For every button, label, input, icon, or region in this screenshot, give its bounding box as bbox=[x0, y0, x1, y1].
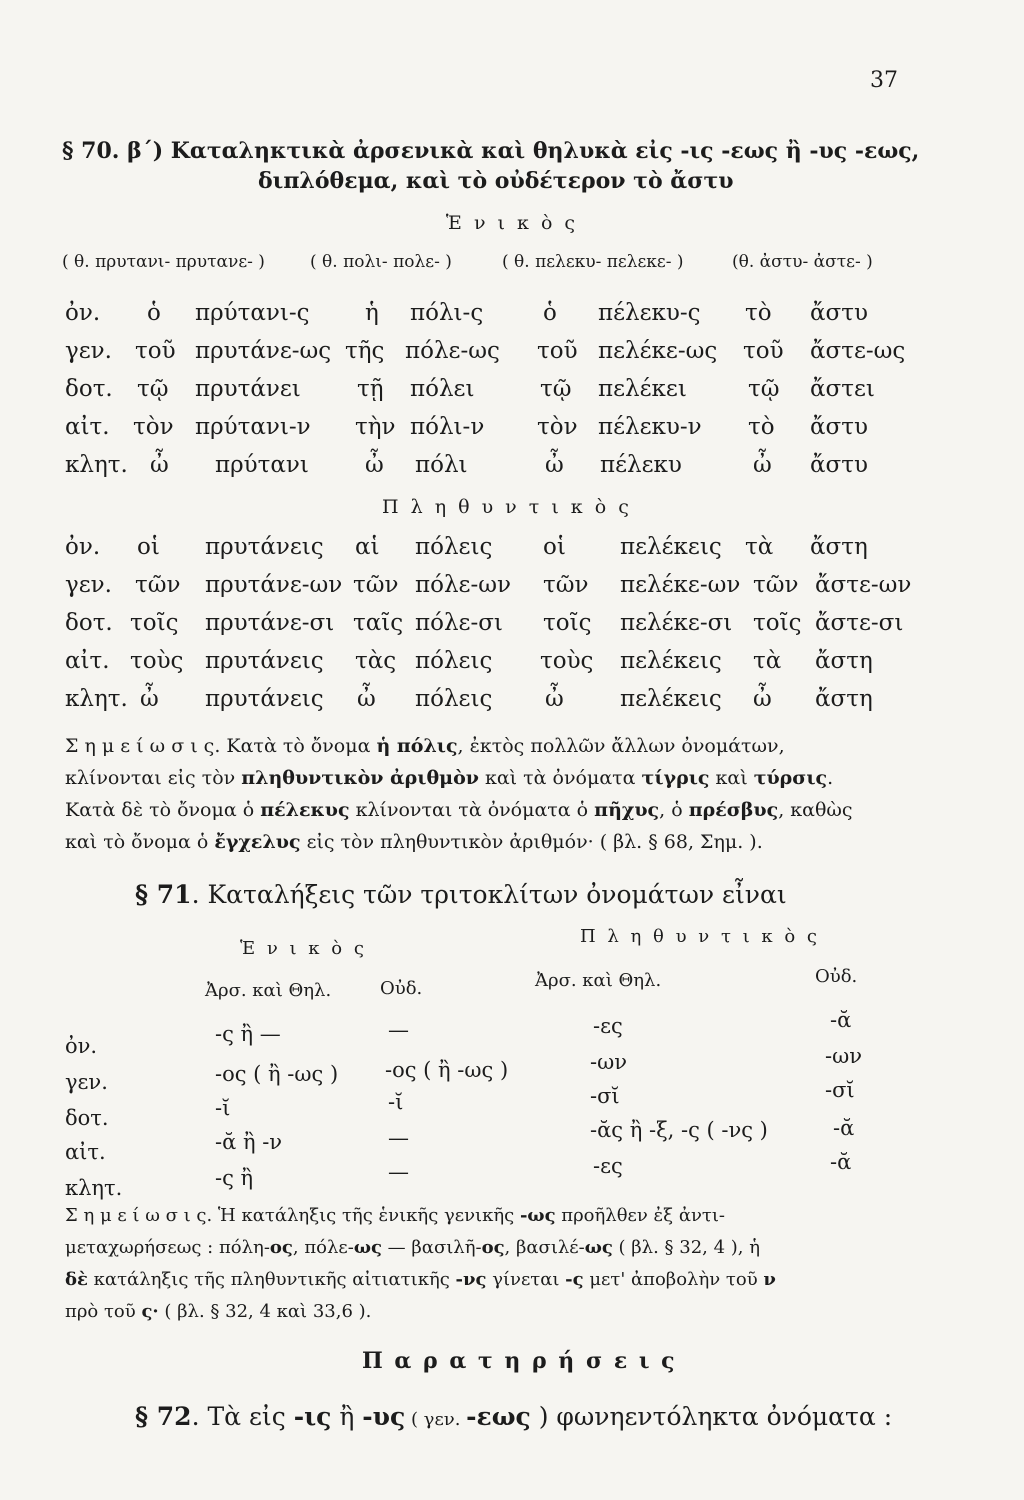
word-polis: πόλι-ν bbox=[410, 414, 485, 440]
word-polis: πόλι bbox=[415, 452, 468, 478]
note-emph: τίγρις bbox=[641, 767, 710, 789]
ending: -ς ἢ — bbox=[215, 1022, 281, 1046]
article: τὰς bbox=[355, 648, 397, 674]
note-text: κατάληξις τῆς πληθυντικῆς αἰτιατικῆς bbox=[87, 1269, 456, 1290]
ending: -ᾰς ἢ -ξ, -ς ( -νς ) bbox=[590, 1118, 768, 1142]
note-emph: ς· bbox=[141, 1301, 159, 1322]
article: ταῖς bbox=[353, 610, 404, 636]
article: ὁ bbox=[147, 300, 161, 326]
ending: -ος ( ἢ -ως ) bbox=[385, 1058, 509, 1082]
section-71-heading bbox=[135, 880, 787, 909]
article: ὦ bbox=[365, 452, 384, 478]
ending: — bbox=[388, 1160, 409, 1184]
word-prytanis: πρυτάνεις bbox=[205, 648, 324, 674]
article: τῆς bbox=[345, 338, 385, 364]
note-text: καὶ τὸ ὄνομα ὁ bbox=[65, 831, 215, 853]
page-number: 37 bbox=[870, 68, 898, 93]
header-neuter: Οὐδ. bbox=[380, 978, 423, 999]
word-asty: ἄστυ bbox=[810, 300, 868, 326]
article: τὸν bbox=[537, 414, 578, 440]
article: τοῖς bbox=[543, 610, 592, 636]
word-pelekys: πελέκε-ως bbox=[598, 338, 718, 364]
case-label: κλητ. bbox=[65, 686, 128, 712]
word-polis: πόλε-ων bbox=[415, 572, 511, 598]
header-masc-fem: Ἀρσ. καὶ Θηλ. bbox=[535, 970, 662, 991]
note-emph: πέλεκυς bbox=[260, 799, 350, 821]
note-emph: ἡ πόλις bbox=[376, 735, 458, 757]
note-text: μεταχωρήσεως : πόλη- bbox=[65, 1237, 270, 1258]
article: τοῖς bbox=[753, 610, 802, 636]
ending: -ς ἢ bbox=[215, 1166, 254, 1190]
stem-asty: (θ. ἀστυ- ἀστε- ) bbox=[732, 252, 873, 272]
article: τῇ bbox=[357, 376, 384, 402]
note-text: Σ η μ ε ί ω σ ι ς. Κατὰ τὸ ὄνομα bbox=[65, 735, 377, 757]
ending: -ᾰ bbox=[833, 1116, 855, 1140]
heading-emph: -ις bbox=[293, 1402, 332, 1431]
article: τῶν bbox=[353, 572, 399, 598]
article: ὦ bbox=[357, 686, 376, 712]
word-prytanis: πρύτανι-ς bbox=[195, 300, 310, 326]
section-70-note bbox=[65, 730, 945, 858]
article: τὸ bbox=[745, 300, 772, 326]
word-prytanis: πρυτάνε-ων bbox=[205, 572, 343, 598]
word-pelekys: πελέκε-σι bbox=[620, 610, 733, 636]
word-prytanis: πρύτανι bbox=[215, 452, 309, 478]
word-prytanis: πρυτάνεις bbox=[205, 534, 324, 560]
word-polis: πόλε-σι bbox=[415, 610, 503, 636]
note-emph: πῆχυς bbox=[594, 799, 660, 821]
case-label: ὀν. bbox=[65, 1034, 98, 1058]
note-emph: πληθυντικὸν ἀριθμὸν bbox=[241, 767, 479, 789]
word-prytanis: πρυτάνε-σι bbox=[205, 610, 335, 636]
heading-text: ( γεν. bbox=[405, 1409, 467, 1430]
article: τῷ bbox=[137, 376, 169, 402]
heading-text: ) φωνηεντόληκτα ὀνόματα : bbox=[530, 1402, 893, 1431]
note-emph: τύρσις bbox=[753, 767, 828, 789]
ending: -ῐ bbox=[388, 1090, 404, 1114]
note-emph: δὲ bbox=[65, 1269, 88, 1290]
case-label: γεν. bbox=[65, 572, 112, 598]
ending: -ες bbox=[593, 1154, 623, 1178]
article: τὸν bbox=[133, 414, 174, 440]
article: τῷ bbox=[540, 376, 572, 402]
ending: -ων bbox=[825, 1044, 862, 1068]
note-text: μετ' ἀποβολὴν τοῦ bbox=[583, 1269, 764, 1290]
word-pelekys: πελέκε-ων bbox=[620, 572, 741, 598]
heading-text: ἢ bbox=[331, 1402, 363, 1431]
ending: -ες bbox=[593, 1014, 623, 1038]
heading-text: . Τὰ εἰς bbox=[191, 1402, 294, 1431]
note-text: , πόλε- bbox=[292, 1237, 354, 1258]
article: τοῦ bbox=[743, 338, 784, 364]
article: τὰ bbox=[753, 648, 782, 674]
article: ὦ bbox=[150, 452, 169, 478]
case-label: δοτ. bbox=[65, 376, 113, 402]
word-asty: ἄστε-σι bbox=[815, 610, 904, 636]
word-asty: ἄστη bbox=[815, 686, 873, 712]
article: ἡ bbox=[365, 300, 379, 326]
note-emph: -ς bbox=[565, 1269, 584, 1290]
plural-label: Π λ η θ υ ν τ ι κ ὸ ς bbox=[382, 496, 632, 518]
word-polis: πόλι-ς bbox=[410, 300, 484, 326]
word-asty: ἄστυ bbox=[810, 414, 868, 440]
note-text: καὶ τὰ ὀνόματα bbox=[478, 767, 642, 789]
note-text: καὶ bbox=[709, 767, 754, 789]
ending: -ων bbox=[590, 1050, 627, 1074]
word-prytanis: πρύτανι-ν bbox=[195, 414, 311, 440]
note-text: προῆλθεν ἐξ ἀντι- bbox=[555, 1205, 726, 1226]
word-pelekys: πελέκεις bbox=[620, 648, 722, 674]
article: τῶν bbox=[543, 572, 589, 598]
note-emph: ος bbox=[269, 1237, 293, 1258]
section-72-number: § 72 bbox=[135, 1402, 192, 1431]
stem-polis: ( θ. πολι- πολε- ) bbox=[310, 252, 452, 272]
note-text: , καθὼς bbox=[778, 799, 853, 821]
word-pelekys: πέλεκυ-ς bbox=[598, 300, 701, 326]
heading-emph: -εως bbox=[466, 1402, 531, 1431]
article: ὦ bbox=[753, 686, 772, 712]
header-masc-fem: Ἀρσ. καὶ Θηλ. bbox=[205, 980, 332, 1001]
note-emph: ν bbox=[763, 1269, 776, 1290]
case-label: ὀν. bbox=[65, 534, 101, 560]
case-label: αἰτ. bbox=[65, 648, 110, 674]
ending: -ῐ bbox=[215, 1096, 231, 1120]
note-text: πρὸ τοῦ bbox=[65, 1301, 142, 1322]
article: ὦ bbox=[753, 452, 772, 478]
word-pelekys: πέλεκυ-ν bbox=[598, 414, 702, 440]
stem-pelekys: ( θ. πελεκυ- πελεκε- ) bbox=[502, 252, 684, 272]
section-70-title-line1: § 70. β΄) Καταληκτικὰ ἀρσενικὰ καὶ θηλυκὰ εἰς -ις -εως ἢ -υς -εως, bbox=[62, 138, 920, 164]
section-71-number: § 71 bbox=[135, 880, 192, 909]
note-text: ( βλ. § 32, 4 καὶ 33,6 ). bbox=[158, 1301, 372, 1322]
case-label: κλητ. bbox=[65, 452, 128, 478]
article: τοῦ bbox=[135, 338, 176, 364]
article: τοὺς bbox=[130, 648, 184, 674]
note-text: κλίνονται τὰ ὀνόματα ὁ bbox=[349, 799, 595, 821]
word-polis: πόλεις bbox=[415, 686, 493, 712]
word-pelekys: πελέκει bbox=[598, 376, 687, 402]
article: τὴν bbox=[355, 414, 396, 440]
article: τοῖς bbox=[130, 610, 179, 636]
note-text: ( βλ. § 32, 4 ), ἡ bbox=[612, 1237, 761, 1258]
ending: -σῐ bbox=[825, 1078, 855, 1102]
article: τῷ bbox=[748, 376, 780, 402]
word-asty: ἄστε-ων bbox=[815, 572, 912, 598]
note-emph: πρέσβυς bbox=[688, 799, 779, 821]
article: τὸ bbox=[748, 414, 775, 440]
endings-plural-label: Π λ η θ υ ν τ ι κ ὸ ς bbox=[580, 926, 821, 947]
stem-prytanis: ( θ. πρυτανι- πρυτανε- ) bbox=[62, 252, 265, 272]
header-neuter: Οὐδ. bbox=[815, 966, 858, 987]
note-text: κλίνονται εἰς τὸν bbox=[65, 767, 242, 789]
word-polis: πόλε-ως bbox=[405, 338, 500, 364]
section-71-title: . Καταλήξεις τῶν τριτοκλίτων ὀνομάτων εἶναι bbox=[191, 880, 787, 909]
case-label: δοτ. bbox=[65, 1106, 109, 1130]
note-text: Σ η μ ε ί ω σ ι ς. Ἡ κατάληξις τῆς ἑνικῆς γενικῆς bbox=[65, 1205, 520, 1226]
case-label: γεν. bbox=[65, 1070, 108, 1094]
ending: -σῐ bbox=[590, 1084, 620, 1108]
case-label: ὀν. bbox=[65, 300, 101, 326]
note-emph: ἔγχελυς bbox=[214, 831, 301, 853]
singular-label: Ἑ ν ι κ ὸ ς bbox=[445, 212, 579, 234]
article: ὦ bbox=[545, 452, 564, 478]
note-text: εἰς τὸν πληθυντικὸν ἀριθμόν· ( βλ. § 68, Σημ. ). bbox=[300, 831, 763, 853]
ending: -ος ( ἢ -ως ) bbox=[215, 1062, 339, 1086]
word-polis: πόλεις bbox=[415, 648, 493, 674]
word-asty: ἄστη bbox=[815, 648, 873, 674]
word-prytanis: πρυτάνεις bbox=[205, 686, 324, 712]
article: τοῦ bbox=[537, 338, 578, 364]
note-emph: -ως bbox=[519, 1205, 556, 1226]
article: τῶν bbox=[135, 572, 181, 598]
note-text: . bbox=[827, 767, 834, 789]
note-text: Κατὰ δὲ τὸ ὄνομα ὁ bbox=[65, 799, 261, 821]
article: τοὺς bbox=[540, 648, 594, 674]
article: οἱ bbox=[137, 534, 160, 560]
section-71-note bbox=[65, 1200, 965, 1328]
word-asty: ἄστει bbox=[810, 376, 875, 402]
case-label: γεν. bbox=[65, 338, 112, 364]
note-emph: ως bbox=[353, 1237, 382, 1258]
note-text: γίνεται bbox=[486, 1269, 566, 1290]
word-asty: ἄστε-ως bbox=[810, 338, 906, 364]
note-text: — βασιλῆ- bbox=[381, 1237, 482, 1258]
case-label: αἰτ. bbox=[65, 414, 110, 440]
article: αἱ bbox=[355, 534, 380, 560]
note-text: , βασιλέ- bbox=[504, 1237, 585, 1258]
heading-emph: -υς bbox=[362, 1402, 406, 1431]
article: τῶν bbox=[753, 572, 799, 598]
word-asty: ἄστη bbox=[810, 534, 868, 560]
ending: — bbox=[388, 1126, 409, 1150]
article: ὦ bbox=[140, 686, 159, 712]
ending: -ᾰ bbox=[830, 1008, 852, 1032]
note-text: , ὁ bbox=[659, 799, 689, 821]
word-pelekys: πέλεκυ bbox=[600, 452, 682, 478]
note-emph: ως bbox=[584, 1237, 613, 1258]
ending: — bbox=[388, 1018, 409, 1042]
word-polis: πόλει bbox=[410, 376, 475, 402]
note-text: , ἐκτὸς πολλῶν ἄλλων ὀνομάτων, bbox=[457, 735, 785, 757]
section-72-heading bbox=[135, 1402, 892, 1431]
endings-singular-label: Ἑ ν ι κ ὸ ς bbox=[240, 938, 367, 959]
article: ὦ bbox=[545, 686, 564, 712]
word-pelekys: πελέκεις bbox=[620, 686, 722, 712]
article: ὁ bbox=[543, 300, 557, 326]
ending: -ᾰ bbox=[830, 1150, 852, 1174]
word-pelekys: πελέκεις bbox=[620, 534, 722, 560]
case-label: αἰτ. bbox=[65, 1140, 106, 1164]
note-emph: -νς bbox=[455, 1269, 487, 1290]
note-emph: ος bbox=[481, 1237, 505, 1258]
article: οἱ bbox=[543, 534, 566, 560]
case-label: δοτ. bbox=[65, 610, 113, 636]
ending: -ᾰ ἢ -ν bbox=[215, 1130, 283, 1154]
section-70-title-line2: διπλόθεμα, καὶ τὸ οὐδέτερον τὸ ἄστυ bbox=[258, 168, 734, 194]
case-label: κλητ. bbox=[65, 1176, 123, 1200]
word-prytanis: πρυτάνε-ως bbox=[195, 338, 332, 364]
observations-heading: Π α ρ α τ η ρ ή σ ε ι ς bbox=[362, 1348, 677, 1374]
word-asty: ἄστυ bbox=[810, 452, 868, 478]
word-polis: πόλεις bbox=[415, 534, 493, 560]
article: τὰ bbox=[745, 534, 774, 560]
word-prytanis: πρυτάνει bbox=[195, 376, 301, 402]
